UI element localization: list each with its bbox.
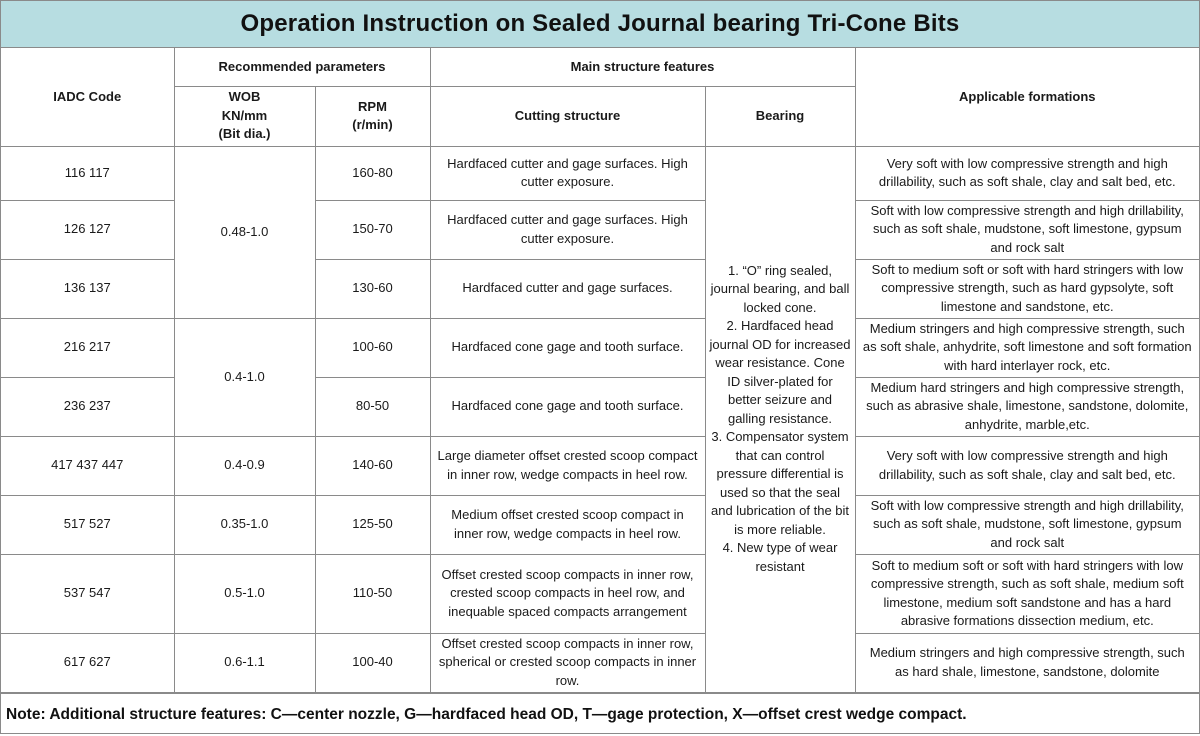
table-row	[1, 633, 1199, 692]
table-row	[1, 554, 1199, 633]
header-cutting-structure: Cutting structure	[430, 86, 705, 146]
cell-iadc: 517 527	[1, 495, 174, 554]
cell-cutting: Hardfaced cutter and gage surfaces.	[430, 259, 705, 318]
cell-formation: Soft with low compressive strength and high drillability, such as soft shale, mudstone, soft limestone, gypsum and rock salt	[855, 495, 1199, 554]
cell-bearing	[705, 146, 855, 692]
cell-iadc: 136 137	[1, 259, 174, 318]
page-title: Operation Instruction on Sealed Journal bearing Tri-Cone Bits	[1, 1, 1199, 48]
table-row	[1, 146, 1199, 200]
cell-formation: Soft to medium soft or soft with hard stringers with low compressive strength, such as hard gypsolyte, soft limestone and sandstone, etc.	[855, 259, 1199, 318]
cell-formation: Medium hard stringers and high compressive strength, such as abrasive shale, limestone, sandstone, dolomite, anhydrite, marble,etc.	[855, 377, 1199, 436]
header-rpm-line2: (r/min)	[352, 117, 393, 132]
cell-wob: 0.48-1.0	[174, 146, 315, 318]
header-iadc: IADC Code	[1, 48, 174, 146]
cell-cutting: Hardfaced cutter and gage surfaces. High cutter exposure.	[430, 146, 705, 200]
cell-rpm: 130-60	[315, 259, 430, 318]
table-row	[1, 436, 1199, 495]
cell-iadc: 617 627	[1, 633, 174, 692]
cell-rpm: 80-50	[315, 377, 430, 436]
cell-formation: Medium stringers and high compressive strength, such as soft shale, anhydrite, soft limestone and soft formation with hard interlayer rock, etc.	[855, 318, 1199, 377]
cell-wob: 0.4-0.9	[174, 436, 315, 495]
cell-iadc: 216 217	[1, 318, 174, 377]
cell-iadc: 126 127	[1, 200, 174, 259]
cell-formation: Soft to medium soft or soft with hard stringers with low compressive strength, such as soft shale, medium soft limestone, medium soft sandstone and has a hard abrasive formations dissection medium, etc.	[855, 554, 1199, 633]
cell-rpm: 160-80	[315, 146, 430, 200]
header-wob	[174, 86, 315, 146]
header-rpm	[315, 86, 430, 146]
cell-formation: Soft with low compressive strength and high drillability, such as soft shale, mudstone, soft limestone, gypsum and rock salt	[855, 200, 1199, 259]
cell-cutting: Hardfaced cone gage and tooth surface.	[430, 377, 705, 436]
header-recommended-parameters: Recommended parameters	[174, 48, 430, 86]
header-bearing: Bearing	[705, 86, 855, 146]
cell-formation: Very soft with low compressive strength and high drillability, such as soft shale, clay and salt bed, etc.	[855, 146, 1199, 200]
cell-iadc: 116 117	[1, 146, 174, 200]
cell-rpm: 150-70	[315, 200, 430, 259]
cell-wob: 0.35-1.0	[174, 495, 315, 554]
footnote: Note: Additional structure features: C—center nozzle, G—hardfaced head OD, T—gage protection, X—offset crest wedge compact.	[1, 693, 1199, 735]
cell-iadc: 417 437 447	[1, 436, 174, 495]
spec-table	[1, 48, 1199, 693]
header-applicable-formations: Applicable formations	[855, 48, 1199, 146]
cell-cutting: Offset crested scoop compacts in inner row, crested scoop compacts in heel row, and inequable spaced compacts arrangement	[430, 554, 705, 633]
cell-cutting: Large diameter offset crested scoop compact in inner row, wedge compacts in heel row.	[430, 436, 705, 495]
cell-formation: Very soft with low compressive strength and high drillability, such as soft shale, clay and salt bed, etc.	[855, 436, 1199, 495]
cell-wob: 0.6-1.1	[174, 633, 315, 692]
cell-cutting: Hardfaced cone gage and tooth surface.	[430, 318, 705, 377]
cell-cutting: Offset crested scoop compacts in inner row, spherical or crested scoop compacts in inner row.	[430, 633, 705, 692]
cell-rpm: 100-60	[315, 318, 430, 377]
header-wob-line3: (Bit dia.)	[218, 126, 271, 142]
cell-iadc: 537 547	[1, 554, 174, 633]
bearing-text: 1. “O” ring sealed, journal bearing, and ball locked cone. 2. Hardfaced head journal OD for increased wear resistance. Cone ID silver-plated for better seizure and galling resistance. 3. Compensator system that can control pressure differential is used so that the seal and lubrication of the bit is more reliable. 4. New type of wear resistant	[709, 262, 851, 574]
cell-wob: 0.5-1.0	[174, 554, 315, 633]
header-wob-line1: WOB	[228, 89, 261, 105]
cell-rpm: 125-50	[315, 495, 430, 554]
cell-formation: Medium stringers and high compressive strength, such as hard shale, limestone, sandstone, dolomite	[855, 633, 1199, 692]
table-row	[1, 318, 1199, 377]
cell-cutting: Hardfaced cutter and gage surfaces. High cutter exposure.	[430, 200, 705, 259]
header-rpm-line1: RPM	[358, 98, 387, 114]
cell-rpm: 110-50	[315, 554, 430, 633]
header-main-structure: Main structure features	[430, 48, 855, 86]
cell-wob: 0.4-1.0	[174, 318, 315, 436]
cell-cutting: Medium offset crested scoop compact in inner row, wedge compacts in heel row.	[430, 495, 705, 554]
cell-iadc: 236 237	[1, 377, 174, 436]
table-row	[1, 495, 1199, 554]
cell-rpm: 100-40	[315, 633, 430, 692]
header-wob-line2: KN/mm	[221, 107, 268, 123]
cell-rpm: 140-60	[315, 436, 430, 495]
